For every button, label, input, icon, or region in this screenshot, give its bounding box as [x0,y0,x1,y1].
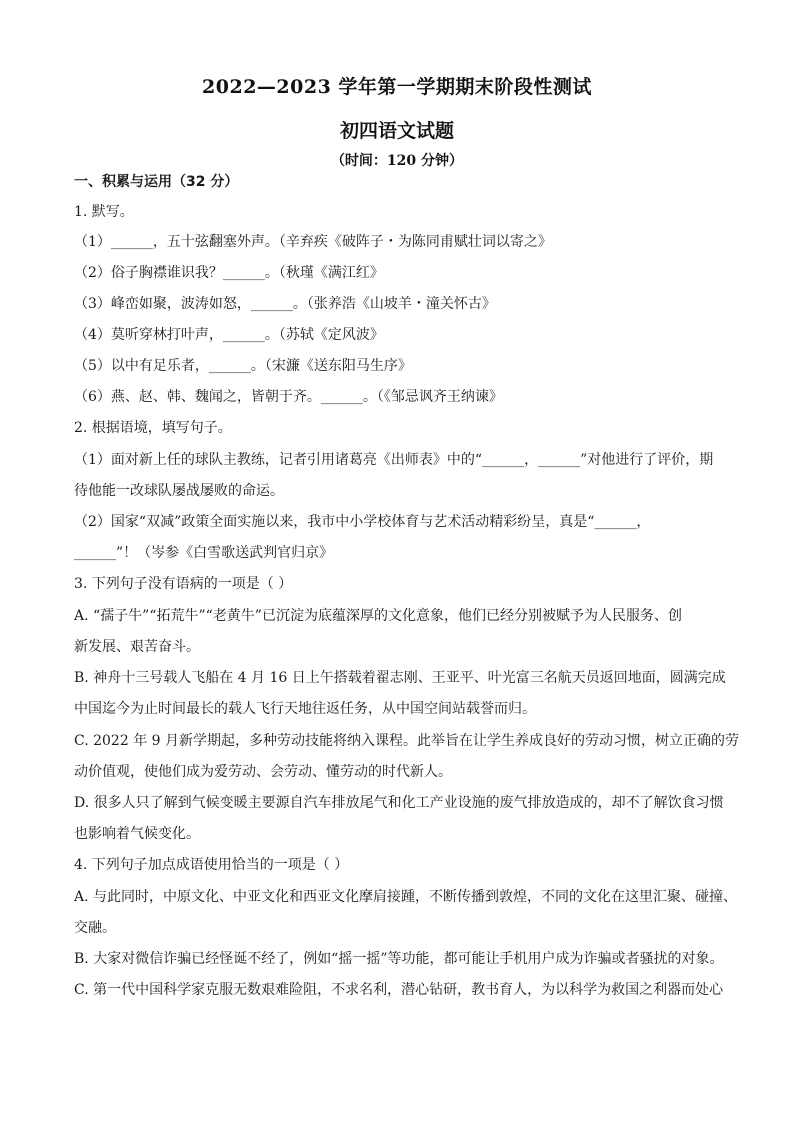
question-3-option-c-line-2: 动价值观，使他们成为爱劳动、会劳动、懂劳动的时代新人。 [74,764,452,780]
question-2-part-1-line-2: 待他能一改球队屡战屡败的命运。 [74,483,284,499]
question-1-item-2: （2）俗子胸襟谁识我？______。（秋瑾《满江红》 [74,265,384,281]
question-3-stem: 3. 下列句子没有语病的一项是（ ） [74,576,293,592]
question-3-option-d-line-1: D. 很多人只了解到气候变暖主要源自汽车排放尾气和化工产业设施的废气排放造成的，却不了解饮食习惯 [74,795,724,811]
question-4-option-a-line-1: A. 与此同时，中原文化、中亚文化和西亚文化摩肩接踵，不断传播到敦煌，不同的文化在这里汇聚、碰撞、 [74,889,738,905]
question-3-option-c-line-1: C. 2022 年 9 月新学期起，多种劳动技能将纳入课程。此举旨在让学生养成良好的劳动习惯，树立正确的劳 [74,733,739,749]
question-3-option-a-line-1: A. “孺子牛”“拓荒牛”“老黄牛”已沉淀为底蕴深厚的文化意象，他们已经分别被赋予为人民服务、创 [74,608,682,624]
question-2-part-2-line-1: （2）国家“双减”政策全面实施以来，我市中小学校体育与艺术活动精彩纷呈，真是“______， [74,514,651,530]
section-heading: 一、积累与运用（32 分） [74,174,239,190]
question-2-part-2-line-2: ______”！（岑参《白雪歌送武判官归京》 [74,545,334,561]
exam-title: 2022—2023 学年第一学期期末阶段性测试 [202,76,592,98]
question-4-option-b-line-1: B. 大家对微信诈骗已经怪诞不经了，例如“摇一摇”等功能，都可能让手机用户成为诈骗或者骚扰的对象。 [74,951,724,967]
question-2-stem: 2. 根据语境，填写句子。 [74,420,232,436]
question-1-item-1: （1）______，五十弦翻塞外声。（辛弃疾《破阵子・为陈同甫赋壮词以寄之》 [74,234,552,250]
question-4-stem: 4. 下列句子加点成语使用恰当的一项是（ ） [74,857,349,873]
question-1-item-6: （6）燕、赵、韩、魏闻之，皆朝于齐。______。（《邹忌讽齐王纳谏》 [74,389,503,405]
exam-subtitle: 初四语文试题 [339,120,454,142]
question-3-option-a-line-2: 新发展、艰苦奋斗。 [74,639,200,655]
question-1-stem: 1. 默写。 [74,204,134,220]
question-4-option-a-line-2: 交融。 [74,920,116,936]
question-3-option-b-line-2: 中国迄今为止时间最长的载人飞行天地往返任务，从中国空间站载誉而归。 [74,701,536,717]
question-3-option-b-line-1: B. 神舟十三号载人飞船在 4 月 16 日上午搭载着翟志刚、王亚平、叶光富三名航天员返回地面，圆满完成 [74,670,726,686]
question-3-option-d-line-2: 也影响着气候变化。 [74,826,200,842]
question-1-item-4: （4）莫听穿林打叶声，______。（苏轼《定风波》 [74,327,384,343]
exam-time: （时间：120 分钟） [330,153,464,169]
question-2-part-1-line-1: （1）面对新上任的球队主教练，记者引用诸葛亮《出师表》中的“______，______”对他进行了评价，期 [74,452,714,468]
question-4-option-c-line-1: C. 第一代中国科学家克服无数艰难险阻，不求名利，潜心钻研，教书育人，为以科学为救国之利器而处心 [74,982,724,998]
question-1-item-5: （5）以中有足乐者，______。（宋濂《送东阳马生序》 [74,358,412,374]
question-1-item-3: （3）峰峦如聚，波涛如怒，______。（张养浩《山坡羊・潼关怀古》 [74,296,496,312]
